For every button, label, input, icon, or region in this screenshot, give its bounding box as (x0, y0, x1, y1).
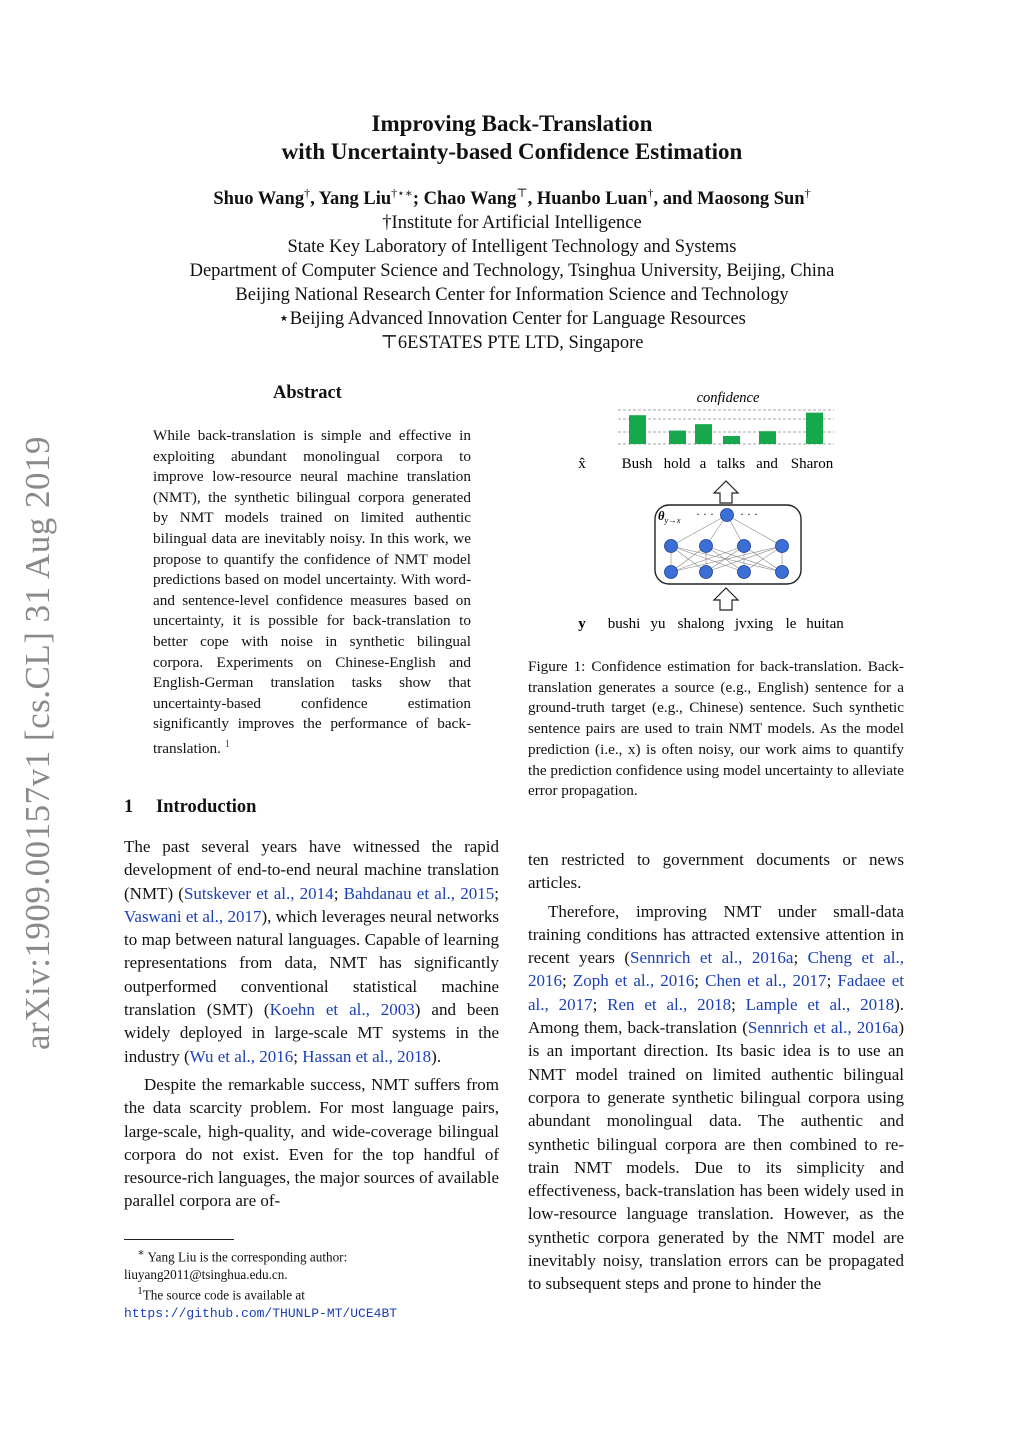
target-sentence (608, 616, 845, 632)
theta-subscript: y→x (664, 515, 681, 525)
footnote-star-mark: ∗ (137, 1247, 145, 1259)
citation-link[interactable]: Zoph et al., 2016 (572, 971, 695, 991)
author-separator: , (310, 189, 319, 210)
network-node (738, 540, 751, 553)
affiliation-6: ⊤6ESTATES PTE LTD, Singapore (380, 333, 644, 354)
citation-link[interactable]: Bahdanau et al., 2015 (343, 883, 495, 903)
affiliation-5: ⋆Beijing Advanced Innovation Center for Language Resources (278, 309, 746, 330)
network-node (776, 566, 789, 579)
abstract-body: While back-translation is simple and effective in exploiting abundant monolingual corpora to improve low-resource neural machine translation (NMT), the synthetic bilingual corpora generated by NMT models trained on limited authentic bilingual data are inevitably noisy. In this work, we propose to quantify the confidence of NMT model predictions based on model uncertainty. With word- and sentence-level confidence measures based on uncertainty, it is possible for back-translation to better cope with noise in synthetic bilingual corpora. Experiments on Chinese-English and English-German translation tasks show that uncertainty-based confidence estimation significantly improves the performance of back-translation. (153, 427, 471, 757)
citation-link[interactable]: Koehn et al., 2003 (269, 1000, 415, 1020)
confidence-bar (669, 431, 686, 444)
text-run: ; (592, 994, 608, 1014)
paragraph-3: ten restricted to government documents or news articles. (528, 850, 904, 893)
affiliation-2: State Key Laboratory of Intelligent Technology and Systems (287, 237, 737, 258)
author-separator: ; (412, 189, 424, 210)
text-run: ; (731, 994, 746, 1014)
citation-link[interactable]: Wu et al., 2016 (189, 1046, 294, 1066)
author-separator: , and (653, 189, 698, 210)
network-node (776, 540, 789, 553)
theta-symbol: θ (658, 509, 665, 523)
paper-title (0, 110, 1024, 166)
footnotes (124, 1245, 500, 1323)
footnote-ref-1[interactable]: 1 (224, 738, 230, 750)
affiliations (0, 211, 1024, 355)
text-run: ; (494, 883, 499, 903)
confidence-bars (629, 413, 823, 444)
author-name: Chao Wang (423, 189, 517, 210)
author-list (0, 181, 1024, 211)
citation-link[interactable]: Ren et al., 2018 (607, 994, 732, 1014)
confidence-bar (759, 431, 776, 444)
section-number: 1 (124, 797, 134, 817)
citation-link[interactable]: Sennrich et al., 2016a (630, 948, 794, 968)
source-word: and (756, 456, 778, 472)
citation-link[interactable]: Cheng et al., 2016 (528, 948, 905, 991)
paragraph-1 (124, 835, 499, 1068)
author-affiliation-mark: † (304, 186, 311, 200)
dots-right: · · · (740, 507, 758, 521)
target-word: le (785, 616, 797, 632)
left-column-body (124, 835, 499, 1213)
arxiv-identifier: arXiv:1909.00157v1 [cs.CL] 31 Aug 2019 (18, 436, 57, 1050)
source-word: Bush (621, 456, 653, 472)
citation-link[interactable]: Chen et al., 2017 (705, 971, 827, 991)
footnote-1 (124, 1283, 500, 1322)
affiliation-4: Beijing National Research Center for Information Science and Technology (235, 285, 789, 306)
footnote-1-mark: 1 (137, 1285, 143, 1298)
network-node (721, 509, 734, 522)
target-word: shalong (677, 616, 725, 632)
text-run: ), which leverages neural networks to map between natural languages. Capable of learning representations from data, NMT has significantly outperformed conventional statistical machine translation (SMT) ( (124, 906, 500, 1020)
source-word: hold (663, 456, 691, 472)
source-sentence (622, 456, 834, 472)
dots-left: · · · (696, 507, 714, 521)
network-node (738, 566, 751, 579)
text-run: ) is an important direction. Its basic idea is to use an NMT model trained on limited authentic bilingual corpora to generate synthetic bilingual corpora using abundant monolingual data. The authentic and synthetic bilingual corpora are then combined to re-train NMT models. Due to its simplicity and effectiveness, back-translation has been widely used in low-resource language translation. However, as the synthetic corpora generated by the NMT model are inevitably noisy, translation errors can be propagated to subsequent steps and prone to hinder the (528, 1018, 905, 1294)
target-word: yu (650, 616, 666, 632)
citation-link[interactable]: Vaswani et al., 2017 (124, 906, 262, 926)
text-run: ; (293, 1046, 303, 1066)
author-affiliation-mark: † (647, 186, 654, 200)
y-label: y (578, 616, 586, 632)
target-word: bushi (607, 616, 641, 632)
xhat-label: x̂ (578, 456, 586, 472)
affiliation-1: †Institute for Artificial Intelligence (382, 213, 642, 234)
arrow-up-icon (714, 588, 738, 610)
footnote-star-text: Yang Liu is the corresponding author: liuyang2011@tsinghua.edu.cn. (124, 1249, 348, 1282)
confidence-label: confidence (696, 390, 760, 406)
source-word: a (699, 456, 707, 472)
text-run: ). Among them, back-translation ( (528, 994, 905, 1038)
network-node (700, 566, 713, 579)
author-name: Shuo Wang (213, 189, 305, 210)
author-name: Huanbo Luan (536, 189, 648, 210)
text-run: ; (793, 948, 808, 968)
text-run: ; (826, 971, 838, 991)
citation-link[interactable]: Sutskever et al., 2014 (183, 883, 334, 903)
section-heading (124, 797, 256, 818)
network-node (700, 540, 713, 553)
citation-link[interactable]: Fadaee et al., 2017 (528, 971, 905, 1014)
title-line-2: with Uncertainty-based Confidence Estimation (281, 139, 743, 164)
abstract-heading: Abstract (273, 383, 342, 403)
source-word: talks (716, 456, 746, 472)
source-code-link[interactable]: https://github.com/THUNLP-MT/UCE4BT (124, 1306, 398, 1322)
confidence-bar (695, 424, 712, 444)
figure-1 (560, 385, 880, 635)
text-run: ) and been widely deployed in large-scale MT systems in the industry ( (124, 1000, 499, 1066)
target-word: huitan (806, 616, 844, 632)
arrow-up-icon (714, 481, 738, 503)
text-run: Therefore, improving NMT under small-data training conditions has attracted extensive attention in recent years ( (528, 901, 904, 968)
citation-link[interactable]: Hassan et al., 2018 (302, 1046, 432, 1066)
network-node (665, 566, 678, 579)
text-run: ; (562, 971, 573, 991)
author-affiliation-mark: ⊤ (516, 186, 528, 200)
text-run: ). (431, 1046, 442, 1066)
paragraph-2: Despite the remarkable success, NMT suffers from the data scarcity problem. For most language pairs, large-scale, high-quality, and wide-coverage bilingual corpora do not exist. Even for the top handful of resource-rich languages, the major sources of available parallel corpora are of- (124, 1074, 499, 1211)
text-run: The past several years have witnessed the rapid development of end-to-end neural machine translation (NMT) ( (124, 837, 499, 903)
section-title: Introduction (156, 797, 257, 817)
confidence-bar (723, 436, 740, 444)
author-name: Maosong Sun (697, 189, 805, 210)
author-name: Yang Liu (318, 189, 392, 210)
text-run: ; (694, 971, 706, 991)
paragraph-4 (528, 900, 904, 1296)
confidence-bar (629, 415, 646, 444)
source-word: Sharon (790, 456, 834, 472)
figure-caption: Figure 1: Confidence estimation for back-translation. Back-translation generates a source (e.g., English) sentence for a ground-truth target (e.g., Chinese) sentence. Such synthetic sentence pairs are used to train NMT models. As the model prediction (i.e., x) is often noisy, our work aims to quantify the prediction confidence using model uncertainty to alleviate error propagation. (528, 658, 904, 800)
footnote-1-text: The source code is available at (142, 1287, 305, 1303)
author-separator: , (527, 189, 537, 210)
footnote-rule (124, 1239, 234, 1240)
authors-block (0, 181, 1024, 355)
affiliation-3: Department of Computer Science and Technology, Tsinghua University, Beijing, China (189, 261, 835, 282)
citation-link[interactable]: Lample et al., 2018 (745, 994, 895, 1014)
abstract-text (153, 426, 471, 760)
footnote-corresponding (124, 1245, 500, 1283)
target-word: jvxing (734, 616, 774, 632)
network-node (665, 540, 678, 553)
author-affiliation-mark: †⋆∗ (391, 186, 413, 200)
confidence-bar (806, 413, 823, 444)
text-run: ; (333, 883, 344, 903)
right-column-body (528, 848, 904, 1296)
title-line-1: Improving Back-Translation (371, 111, 653, 136)
author-affiliation-mark: † (804, 186, 811, 200)
citation-link[interactable]: Sennrich et al., 2016a (747, 1018, 899, 1038)
